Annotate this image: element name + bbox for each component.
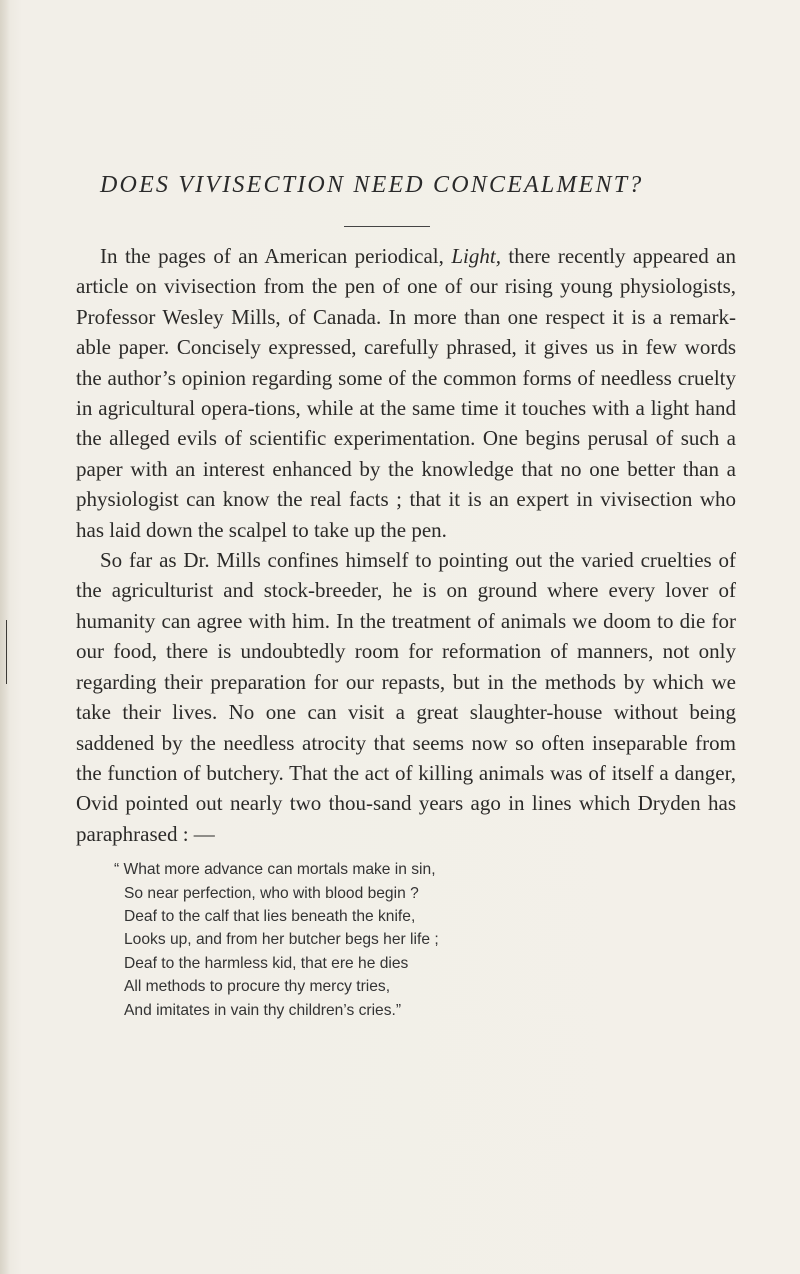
paragraph-1-text-end: there recently appeared an article on vivisection from the pen of one of our rising young physiologists, Professor Wesley Mills, of Canada. In more than one respect it is a remark-able paper. Concisely expressed, carefully phrased, it gives us in few words the author’s opinion regarding some of the common forms of needless cruelty in agricultural opera-tions, while at the same time it touches with a light hand the alleged evils of scientific experimentation. One begins perusal of such a paper with an interest enhanced by the knowledge that no one better than a physiologist can know the real facts ; that it is an expert in vivisection who has laid down the scalpel to take up the pen. bbox=[76, 244, 736, 542]
periodical-title: Light, bbox=[451, 244, 501, 268]
paragraph-1 bbox=[76, 241, 736, 545]
chapter-title: DOES VIVISECTION NEED CONCEALMENT? bbox=[100, 172, 644, 198]
margin-mark bbox=[6, 620, 7, 684]
quoted-poem bbox=[114, 858, 736, 1022]
poem-line: Deaf to the calf that lies beneath the knife, bbox=[124, 907, 416, 925]
poem-line: So near perfection, who with blood begin ? bbox=[124, 884, 419, 902]
poem-line: All methods to procure thy mercy tries, bbox=[124, 978, 391, 996]
poem-line: Looks up, and from her butcher begs her life ; bbox=[124, 931, 439, 949]
paragraph-2: So far as Dr. Mills confines himself to pointing out the varied cruelties of the agriculturist and stock-breeder, he is on ground where every lover of humanity can agree with him. In the treatment of animals we doom to die for our food, there is undoubtedly room for reformation of manners, not only regarding their preparation for our repasts, but in the methods by which we take their lives. No one can visit a great slaughter-house without being saddened by the needless atrocity that seems now so often inseparable from the function of butchery. That the act of killing animals was of itself a danger, Ovid pointed out nearly two thou-sand years ago in lines which Dryden has paraphrased : — bbox=[76, 548, 736, 846]
article-body bbox=[76, 241, 736, 1022]
poem-line: And imitates in vain thy children’s cries.” bbox=[124, 1001, 402, 1019]
paragraph-1-text-start: In the pages of an American periodical, bbox=[100, 244, 452, 268]
poem-line: Deaf to the harmless kid, that ere he dies bbox=[124, 954, 409, 972]
poem-line: “ What more advance can mortals make in sin, bbox=[114, 861, 436, 879]
page-spine-shadow bbox=[0, 0, 10, 1274]
title-rule bbox=[344, 226, 430, 227]
